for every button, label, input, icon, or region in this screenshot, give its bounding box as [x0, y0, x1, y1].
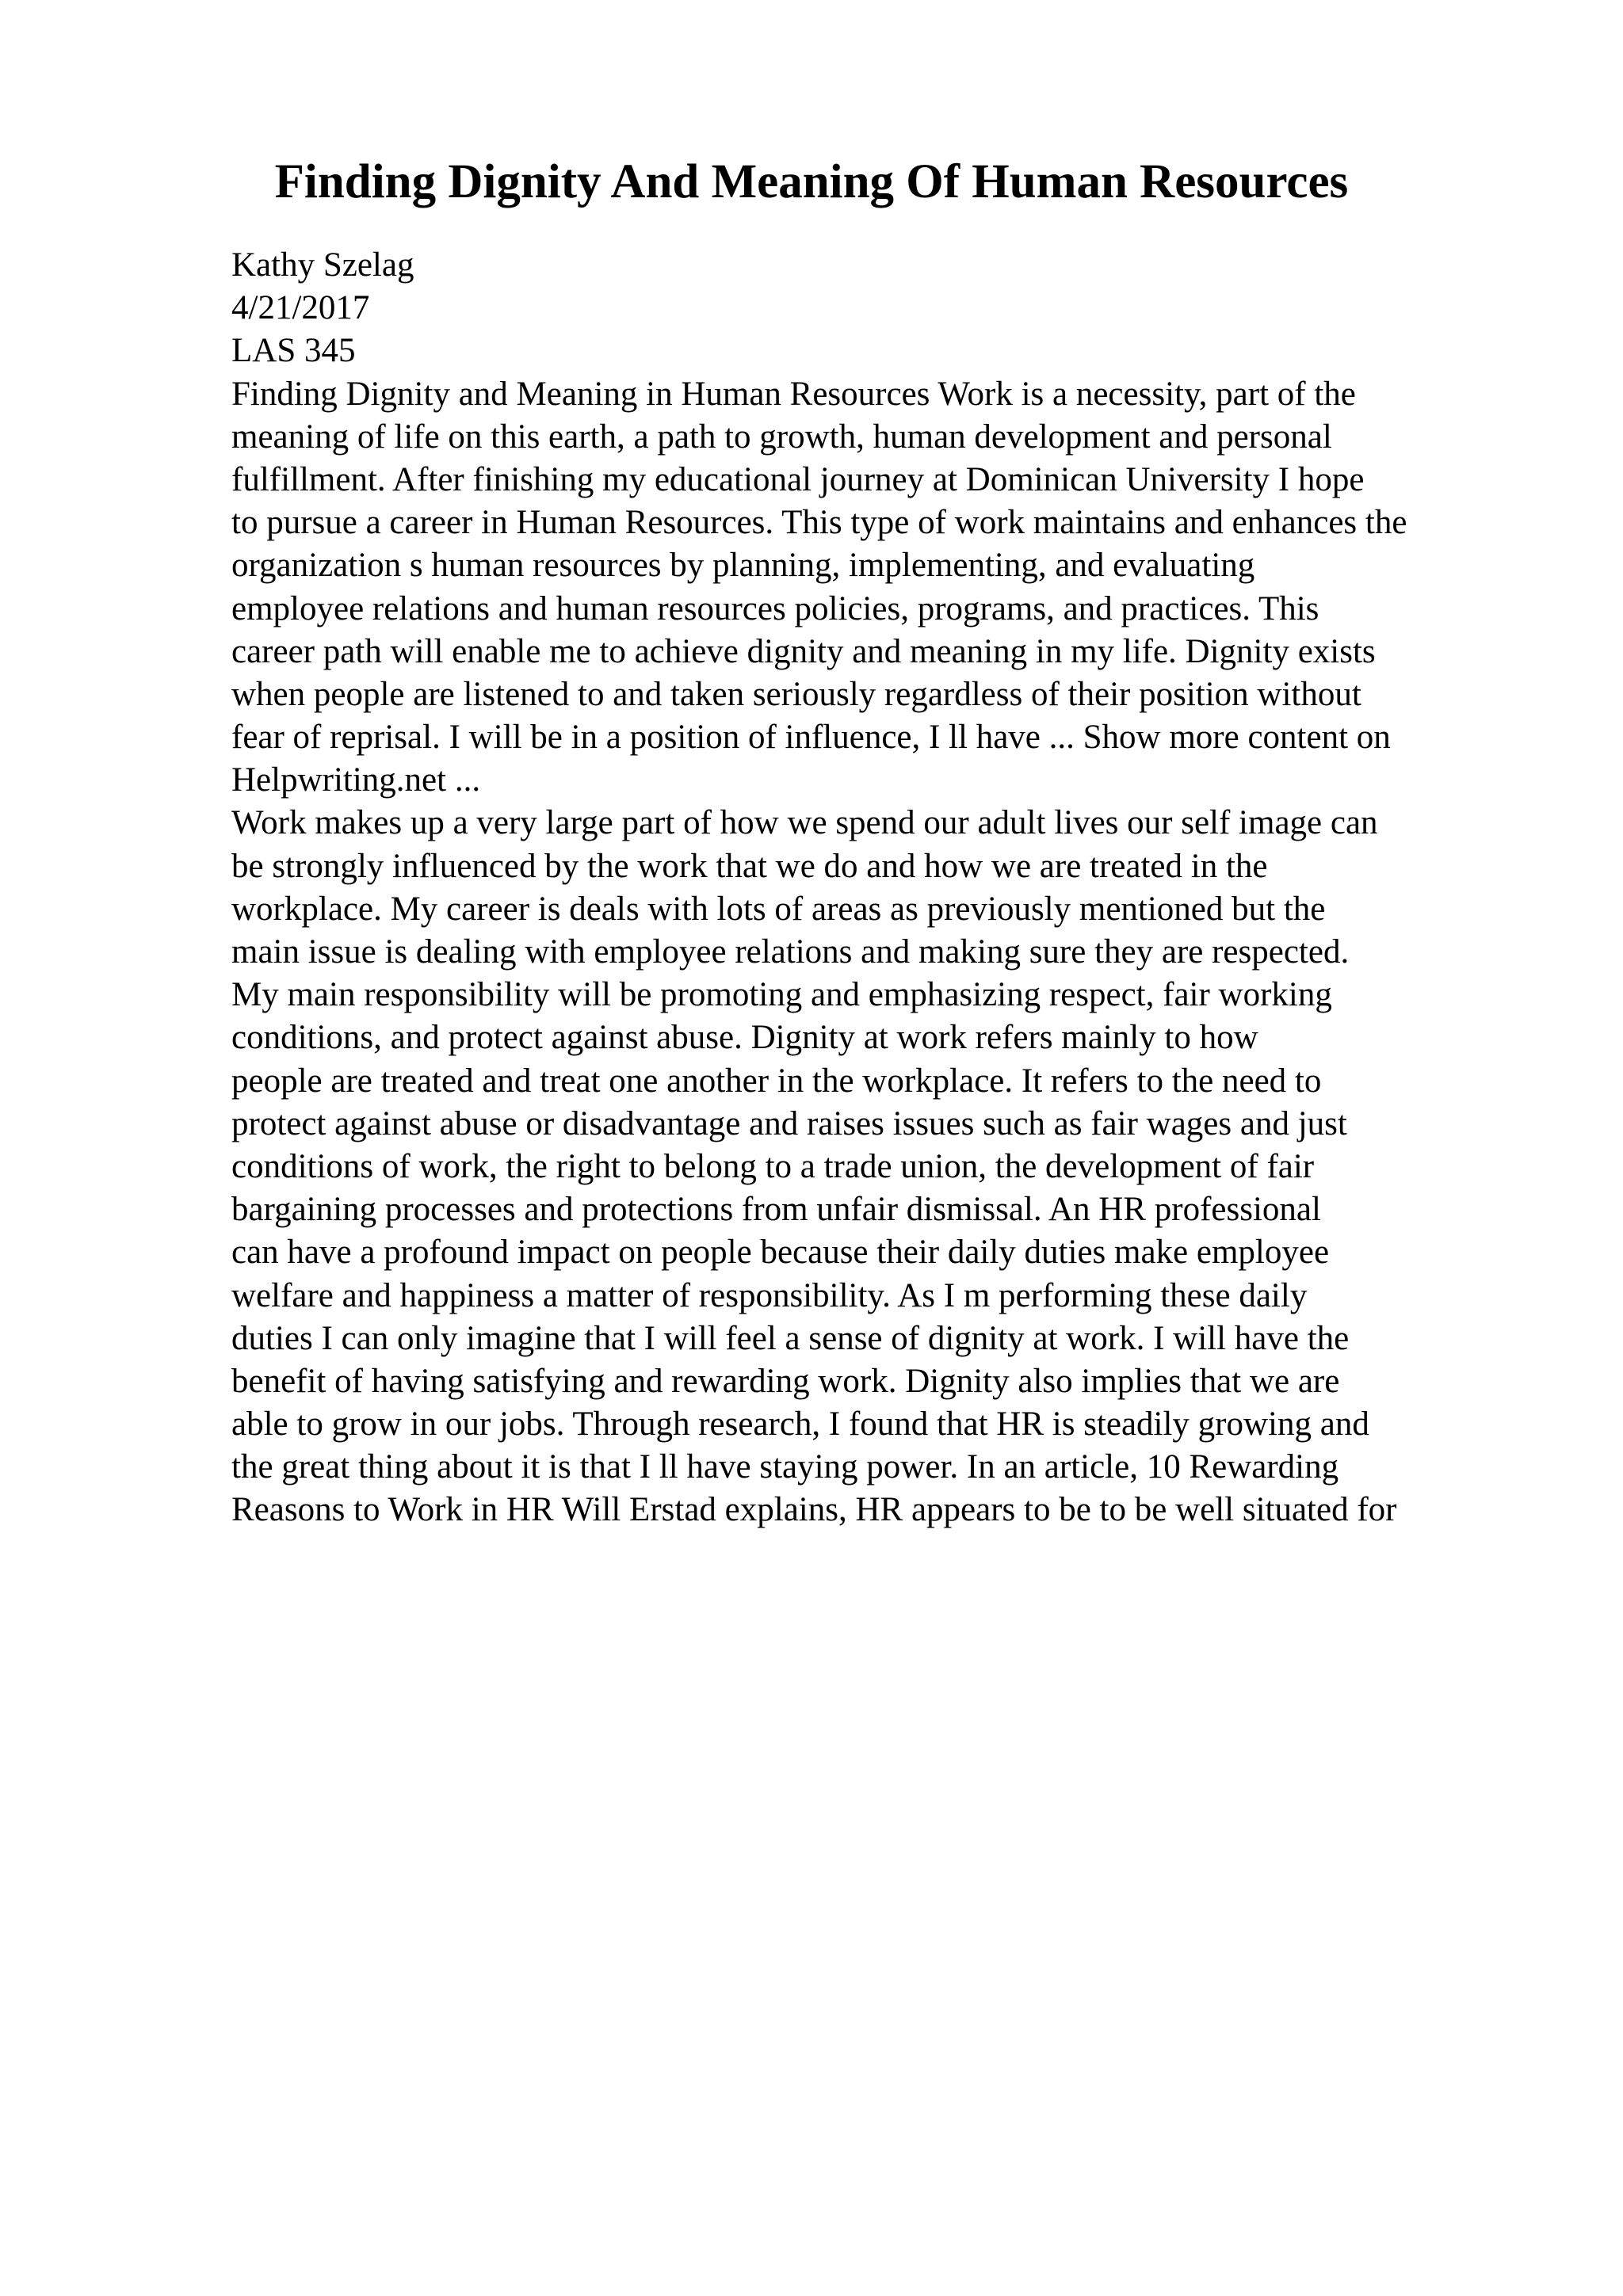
text-line: able to grow in our jobs. Through research, I found that HR is steadily growing and — [231, 1405, 1369, 1444]
text-line: fear of reprisal. I will be in a position of influence, I ll have ... Show more content on — [231, 719, 1391, 757]
text-line: welfare and happiness a matter of responsibility. As I m performing these daily — [231, 1276, 1308, 1314]
text-line: meaning of life on this earth, a path to growth, human development and personal — [231, 418, 1332, 456]
text-line: My main responsibility will be promoting and emphasizing respect, fair working — [231, 976, 1332, 1014]
text-line: organization s human resources by planning, implementing, and evaluating — [231, 547, 1255, 585]
author-line: Kathy Szelag — [231, 246, 414, 284]
text-line: the great thing about it is that I ll have staying power. In an article, 10 Rewarding — [231, 1448, 1339, 1486]
text-line: employee relations and human resources policies, programs, and practices. This — [231, 589, 1319, 627]
text-line: duties I can only imagine that I will feel a sense of dignity at work. I will have the — [231, 1319, 1350, 1357]
text-line: Finding Dignity and Meaning in Human Resources Work is a necessity, part of the — [231, 375, 1356, 413]
text-line: bargaining processes and protections from unfair dismissal. An HR professional — [231, 1191, 1321, 1229]
text-line: workplace. My career is deals with lots of areas as previously mentioned but the — [231, 890, 1326, 928]
text-line: fulfillment. After finishing my educational journey at Dominican University I hope — [231, 460, 1365, 498]
date-line: 4/21/2017 — [231, 289, 370, 327]
course-line: LAS 345 — [231, 332, 356, 370]
text-line: can have a profound impact on people because their daily duties make employee — [231, 1234, 1330, 1272]
text-line: career path will enable me to achieve dignity and meaning in my life. Dignity exists — [231, 632, 1376, 670]
text-line: conditions, and protect against abuse. Dignity at work refers mainly to how — [231, 1019, 1258, 1057]
document-title: Finding Dignity And Meaning Of Human Resources — [274, 155, 1349, 208]
text-line: main issue is dealing with employee relations and making sure they are respected. — [231, 933, 1350, 971]
document-body — [231, 244, 1610, 1532]
text-line: Work makes up a very large part of how we spend our adult lives our self image can — [231, 804, 1378, 842]
text-line: Reasons to Work in HR Will Erstad explains, HR appears to be to be well situated for — [231, 1491, 1397, 1529]
text-line: protect against abuse or disadvantage and raises issues such as fair wages and just — [231, 1104, 1347, 1142]
text-line: people are treated and treat one another in the workplace. It refers to the need to — [231, 1062, 1322, 1100]
text-line: Helpwriting.net ... — [231, 761, 481, 799]
text-line: when people are listened to and taken seriously regardless of their position without — [231, 675, 1361, 713]
text-line: conditions of work, the right to belong to a trade union, the development of fair — [231, 1147, 1315, 1185]
text-line: benefit of having satisfying and rewarding work. Dignity also implies that we are — [231, 1362, 1340, 1400]
text-line: be strongly influenced by the work that we do and how we are treated in the — [231, 847, 1268, 885]
text-line: to pursue a career in Human Resources. This type of work maintains and enhances the — [231, 504, 1407, 542]
